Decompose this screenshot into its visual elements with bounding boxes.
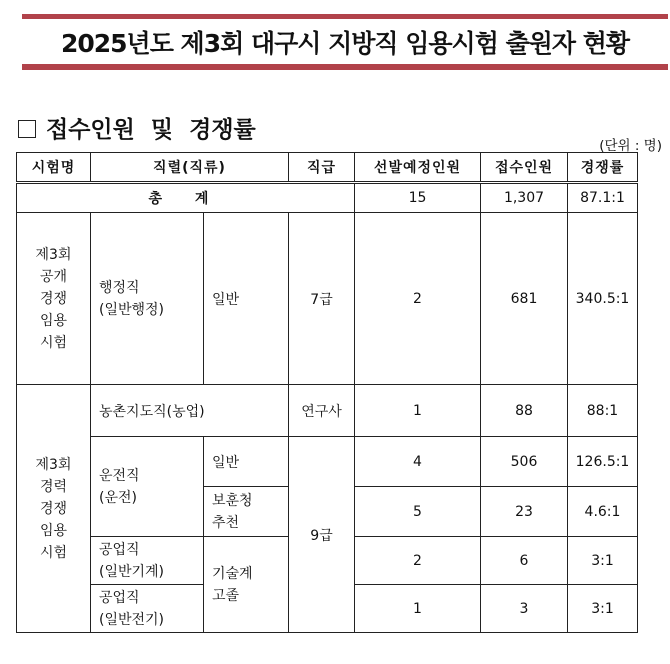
header-grade: 직급 — [289, 153, 355, 183]
title-rule-top — [22, 14, 668, 19]
total-row — [17, 183, 638, 213]
header-applicants: 접수인원 — [481, 153, 568, 183]
header-series: 직렬(직류) — [91, 153, 289, 183]
section-heading — [18, 114, 256, 146]
career-type-general: 일반 — [204, 437, 289, 487]
career-applicants-driving-general: 506 — [481, 437, 568, 487]
total-applicants: 1,307 — [481, 183, 568, 213]
total-ratio: 87.1:1 — [568, 183, 638, 213]
title-rule-bottom — [22, 64, 668, 70]
career-type-veterans: 보훈청 추천 — [204, 487, 289, 537]
career-planned-machine: 2 — [355, 537, 481, 585]
checkbox-square-icon — [18, 120, 36, 138]
career-exam-name: 제3회 경력 경쟁 임용 시험 — [17, 385, 91, 633]
total-label: 총 계 — [17, 183, 355, 213]
career-series-driving: 운전직 (운전) — [91, 437, 204, 537]
career-ratio-electric: 3:1 — [568, 585, 638, 633]
career-planned-driving-general: 4 — [355, 437, 481, 487]
open-exam-series: 행정직 (일반행정) — [91, 213, 204, 385]
career-planned-electric: 1 — [355, 585, 481, 633]
total-planned: 15 — [355, 183, 481, 213]
career-grade-9: 9급 — [289, 437, 355, 633]
career-applicants-driving-veterans: 23 — [481, 487, 568, 537]
header-exam: 시험명 — [17, 153, 91, 183]
career-planned-driving-veterans: 5 — [355, 487, 481, 537]
career-row-driving-general — [17, 437, 638, 487]
career-planned-farming: 1 — [355, 385, 481, 437]
career-ratio-farming: 88:1 — [568, 385, 638, 437]
career-row-farming — [17, 385, 638, 437]
open-exam-type: 일반 — [204, 213, 289, 385]
header-ratio: 경쟁률 — [568, 153, 638, 183]
open-exam-grade: 7급 — [289, 213, 355, 385]
career-series-farming: 농촌지도직(농업) — [91, 385, 289, 437]
open-exam-name: 제3회 공개 경쟁 임용 시험 — [17, 213, 91, 385]
career-ratio-driving-general: 126.5:1 — [568, 437, 638, 487]
career-series-electric: 공업직 (일반전기) — [91, 585, 204, 633]
career-grade-research: 연구사 — [289, 385, 355, 437]
open-exam-planned: 2 — [355, 213, 481, 385]
open-exam-ratio: 340.5:1 — [568, 213, 638, 385]
career-applicants-electric: 3 — [481, 585, 568, 633]
career-ratio-machine: 3:1 — [568, 537, 638, 585]
header-planned: 선발예정인원 — [355, 153, 481, 183]
document-title: 2025년도 제3회 대구시 지방직 임용시험 출원자 현황 — [60, 29, 630, 58]
career-series-machine: 공업직 (일반기계) — [91, 537, 204, 585]
career-type-technical: 기술계 고졸 — [204, 537, 289, 633]
header-row — [17, 153, 638, 183]
open-exam-applicants: 681 — [481, 213, 568, 385]
applicants-table — [16, 152, 638, 633]
career-ratio-driving-veterans: 4.6:1 — [568, 487, 638, 537]
unit-label: (단위 : 명) — [599, 138, 662, 154]
open-exam-row — [17, 213, 638, 385]
career-applicants-machine: 6 — [481, 537, 568, 585]
career-applicants-farming: 88 — [481, 385, 568, 437]
section-title: 접수인원 및 경쟁률 — [46, 117, 256, 143]
